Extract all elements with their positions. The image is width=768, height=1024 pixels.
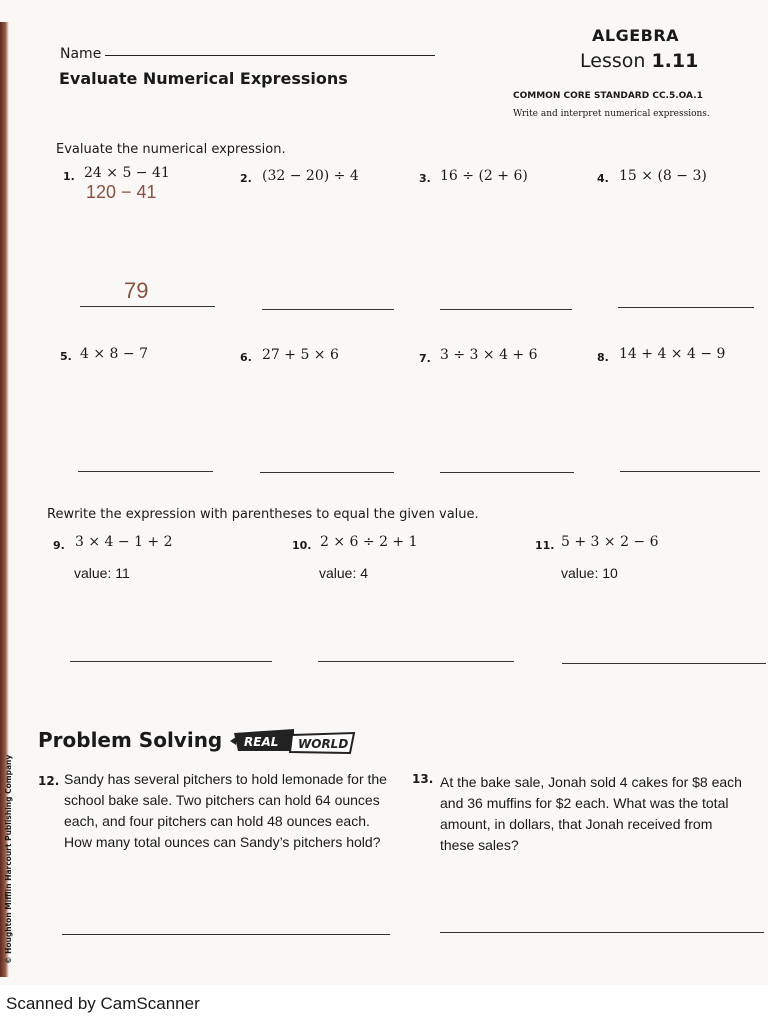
problem-expression: 2 × 6 ÷ 2 + 1 bbox=[320, 534, 418, 550]
answer-line[interactable] bbox=[318, 661, 514, 662]
problem-expression: 16 ÷ (2 + 6) bbox=[440, 168, 528, 184]
problem-number: 6. bbox=[240, 351, 252, 364]
problem-expression: 27 + 5 × 6 bbox=[262, 347, 339, 363]
problem-expression: 15 × (8 − 3) bbox=[619, 168, 707, 184]
copyright-notice: © Houghton Mifflin Harcourt Publishing Company bbox=[4, 754, 13, 964]
problem-number: 13. bbox=[412, 772, 434, 786]
problem-number: 12. bbox=[38, 774, 60, 788]
answer-line[interactable] bbox=[62, 934, 390, 935]
problem-number: 7. bbox=[419, 352, 431, 365]
problem-solving-title: Problem Solving bbox=[38, 728, 223, 752]
lesson-word: Lesson bbox=[580, 50, 646, 72]
standard-code: COMMON CORE STANDARD CC.5.OA.1 bbox=[513, 91, 703, 101]
answer-line[interactable] bbox=[440, 309, 572, 310]
word-problem-text: Sandy has several pitchers to hold lemonade for the school bake sale. Two pitchers can hold 64 ounces each, and four pitchers can hold 48 ounces each. How many total ounces can Sandy’s pitchers hold? bbox=[64, 771, 387, 850]
worksheet-title: Evaluate Numerical Expressions bbox=[59, 69, 348, 88]
answer-line[interactable] bbox=[618, 307, 754, 308]
section1-instruction: Evaluate the numerical expression. bbox=[56, 142, 286, 157]
target-value: value: 10 bbox=[561, 565, 618, 581]
problem-number: 1. bbox=[63, 170, 75, 183]
problem-number: 2. bbox=[240, 172, 252, 185]
lesson-number: 1.11 bbox=[651, 50, 699, 72]
section2-instruction: Rewrite the expression with parentheses to equal the given value. bbox=[47, 507, 479, 522]
problem-expression: (32 − 20) ÷ 4 bbox=[262, 168, 359, 184]
problem-number: 3. bbox=[419, 172, 431, 185]
name-field-line bbox=[105, 55, 435, 56]
problem-number: 4. bbox=[597, 172, 609, 185]
target-value: value: 4 bbox=[319, 565, 369, 581]
answer-line[interactable] bbox=[440, 472, 574, 473]
answer-line[interactable] bbox=[262, 309, 394, 310]
handwritten-answer: 79 bbox=[124, 278, 149, 303]
answer-line[interactable] bbox=[620, 471, 760, 472]
answer-line[interactable] bbox=[562, 663, 766, 664]
problem-expression: 3 × 4 − 1 + 2 bbox=[75, 534, 173, 550]
problem-number: 11. bbox=[535, 539, 555, 552]
problem-number: 8. bbox=[597, 351, 609, 364]
problem-expression: 14 + 4 × 4 − 9 bbox=[619, 346, 726, 362]
problem-number: 9. bbox=[53, 539, 65, 552]
answer-line[interactable] bbox=[260, 472, 394, 473]
lesson-label bbox=[580, 50, 698, 72]
problem-expression: 24 × 5 − 41 bbox=[84, 165, 170, 181]
problem-expression: 3 ÷ 3 × 4 + 6 bbox=[440, 347, 538, 363]
answer-line[interactable] bbox=[78, 471, 213, 472]
standard-description: Write and interpret numerical expressions. bbox=[513, 109, 710, 119]
subject-label: ALGEBRA bbox=[592, 26, 680, 45]
badge-world-text: WORLD bbox=[298, 737, 349, 751]
problem-number: 10. bbox=[292, 539, 312, 552]
badge-real-text: REAL bbox=[244, 735, 279, 749]
answer-line[interactable] bbox=[440, 932, 764, 933]
problem-expression: 5 + 3 × 2 − 6 bbox=[561, 534, 659, 550]
answer-line[interactable] bbox=[80, 306, 215, 307]
answer-line[interactable] bbox=[70, 661, 272, 662]
target-value: value: 11 bbox=[74, 565, 130, 581]
problem-expression: 4 × 8 − 7 bbox=[80, 346, 148, 362]
real-world-badge bbox=[230, 727, 358, 755]
name-label: Name bbox=[60, 46, 102, 62]
scanner-watermark: Scanned by CamScanner bbox=[6, 994, 200, 1013]
word-problem-text: At the bake sale, Jonah sold 4 cakes for $8 each and 36 muffins for $2 each. What was the total amount, in dollars, that Jonah received from these sales? bbox=[440, 774, 742, 853]
handwritten-work: 120 − 41 bbox=[86, 182, 157, 202]
problem-number: 5. bbox=[60, 350, 72, 363]
